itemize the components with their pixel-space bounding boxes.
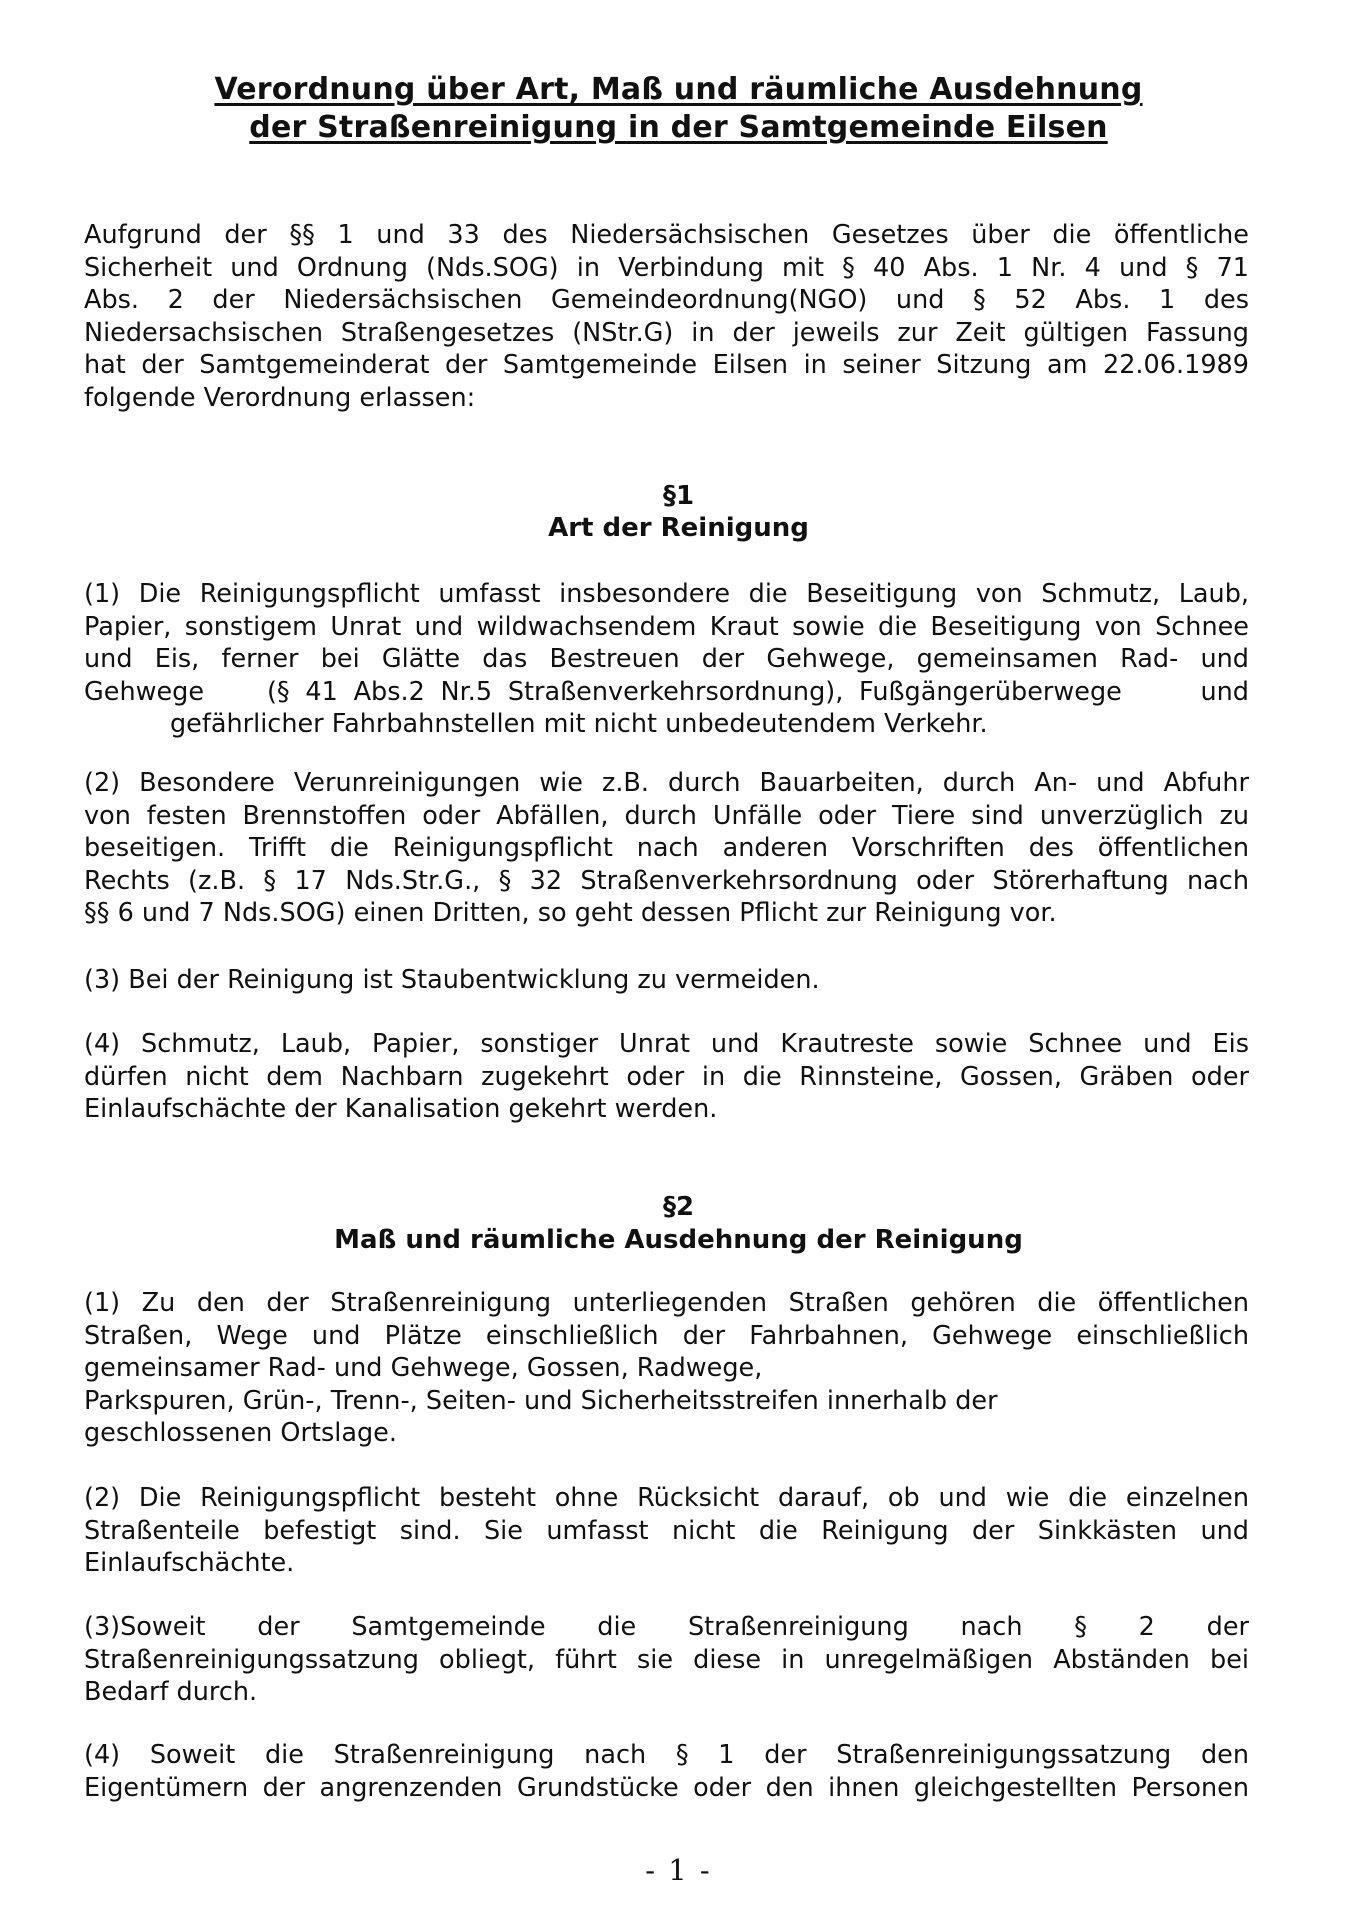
document-title-line-1: Verordnung über Art, Maß und räumliche Ausdehnung <box>214 72 1143 107</box>
paragraph-line: Einlaufschächte der Kanalisation gekehrt werden. <box>84 1094 718 1124</box>
paragraph-line: (1) Zu den der Straßenreinigung unterliegenden Straßen gehören die öffentlichen <box>84 1288 1249 1318</box>
paragraph-line: (2) Besondere Verunreinigungen wie z.B. durch Bauarbeiten, durch An- und Abfuhr <box>84 768 1249 798</box>
paragraph-line: §§ 6 und 7 Nds.SOG) einen Dritten, so geht dessen Pflicht zur Reinigung vor. <box>84 898 1057 928</box>
paragraph-line: Gehwege (§ 41 Abs.2 Nr.5 Straßenverkehrsordnung), Fußgängerüberwege und <box>84 676 1249 707</box>
section-1-paragraph-2 <box>84 767 1249 930</box>
section-1-paragraph-1 <box>84 578 1249 741</box>
section-2-paragraph-1 <box>84 1287 1249 1450</box>
paragraph-line: (4) Soweit die Straßenreinigung nach § 1 der Straßenreinigungssatzung den <box>84 1740 1249 1770</box>
page-number: - 1 - <box>645 1853 712 1887</box>
paragraph-line: Straßen, Wege und Plätze einschließlich der Fahrbahnen, Gehwege einschließlich <box>84 1320 1249 1351</box>
paragraph-line: (3) Bei der Reinigung ist Staubentwicklung zu vermeiden. <box>84 965 820 995</box>
paragraph-line: geschlossenen Ortslage. <box>84 1418 397 1448</box>
paragraph-line: (3)Soweit der Samtgemeinde die Straßenreinigung nach § 2 der <box>84 1612 1249 1642</box>
paragraph-line: Bedarf durch. <box>84 1677 258 1707</box>
paragraph-line: Papier, sonstigem Unrat und wildwachsendem Kraut sowie die Beseitigung von Schnee <box>84 611 1249 642</box>
paragraph-line: dürfen nicht dem Nachbarn zugekehrt oder in die Rinnsteine, Gossen, Gräben oder <box>84 1061 1249 1092</box>
preamble-line: Abs. 2 der Niedersächsischen Gemeindeordnung(NGO) und § 52 Abs. 1 des <box>84 285 1249 315</box>
section-2-title: Maß und räumliche Ausdehnung der Reinigung <box>334 1225 1023 1255</box>
preamble-line: Sicherheit und Ordnung (Nds.SOG) in Verbindung mit § 40 Abs. 1 Nr. 4 und § 71 <box>84 252 1249 283</box>
paragraph-line: (4) Schmutz, Laub, Papier, sonstiger Unrat und Krautreste sowie Schnee und Eis <box>84 1029 1249 1059</box>
paragraph-line: (1) Die Reinigungspflicht umfasst insbesondere die Beseitigung von Schmutz, Laub, <box>84 579 1249 609</box>
paragraph-line: Parkspuren, Grün-, Trenn-, Seiten- und Sicherheitsstreifen innerhalb der <box>84 1385 998 1416</box>
section-1-title: Art der Reinigung <box>548 513 809 543</box>
section-1-paragraph-4 <box>84 1028 1249 1126</box>
section-2-number: §2 <box>662 1192 695 1222</box>
preamble-line: hat der Samtgemeinderat der Samtgemeinde Eilsen in seiner Sitzung am 22.06.1989 <box>84 350 1249 380</box>
paragraph-line: Straßenreinigungssatzung obliegt, führt sie diese in unregelmäßigen Abständen bei <box>84 1644 1249 1675</box>
section-1-paragraph-3 <box>84 964 1249 997</box>
preamble-line: folgende Verordnung erlassen: <box>84 382 476 413</box>
preamble <box>84 219 1249 414</box>
section-1-number: §1 <box>662 481 695 511</box>
document-title-line-2: der Straßenreinigung in der Samtgemeinde Eilsen <box>249 110 1108 145</box>
paragraph-line: Rechts (z.B. § 17 Nds.Str.G., § 32 Straßenverkehrsordnung oder Störerhaftung nach <box>84 865 1249 896</box>
paragraph-line: und Eis, ferner bei Glätte das Bestreuen der Gehwege, gemeinsamen Rad- und <box>84 644 1249 674</box>
paragraph-line: beseitigen. Trifft die Reinigungspflicht nach anderen Vorschriften des öffentlichen <box>84 833 1249 863</box>
paragraph-line: gemeinsamer Rad- und Gehwege, Gossen, Radwege, <box>84 1353 763 1383</box>
paragraph-line: gefährlicher Fahrbahnstellen mit nicht unbedeutendem Verkehr. <box>170 709 988 739</box>
section-2-paragraph-2 <box>84 1482 1249 1580</box>
section-2-paragraph-4 <box>84 1739 1249 1804</box>
preamble-line: Niedersachsischen Straßengesetzes (NStr.G) in der jeweils zur Zeit gültigen Fassung <box>84 317 1249 348</box>
paragraph-line: (2) Die Reinigungspflicht besteht ohne Rücksicht darauf, ob und wie die einzelnen <box>84 1483 1249 1513</box>
paragraph-line: Straßenteile befestigt sind. Sie umfasst nicht die Reinigung der Sinkkästen und <box>84 1515 1249 1546</box>
paragraph-line: von festen Brennstoffen oder Abfällen, durch Unfälle oder Tiere sind unverzüglich zu <box>84 800 1249 831</box>
preamble-line: Aufgrund der §§ 1 und 33 des Niedersächsischen Gesetzes über die öffentliche <box>84 220 1249 250</box>
section-2-paragraph-3 <box>84 1611 1249 1709</box>
paragraph-line: Einlaufschächte. <box>84 1548 295 1578</box>
paragraph-line: Eigentümern der angrenzenden Grundstücke oder den ihnen gleichgestellten Personen <box>84 1772 1249 1803</box>
